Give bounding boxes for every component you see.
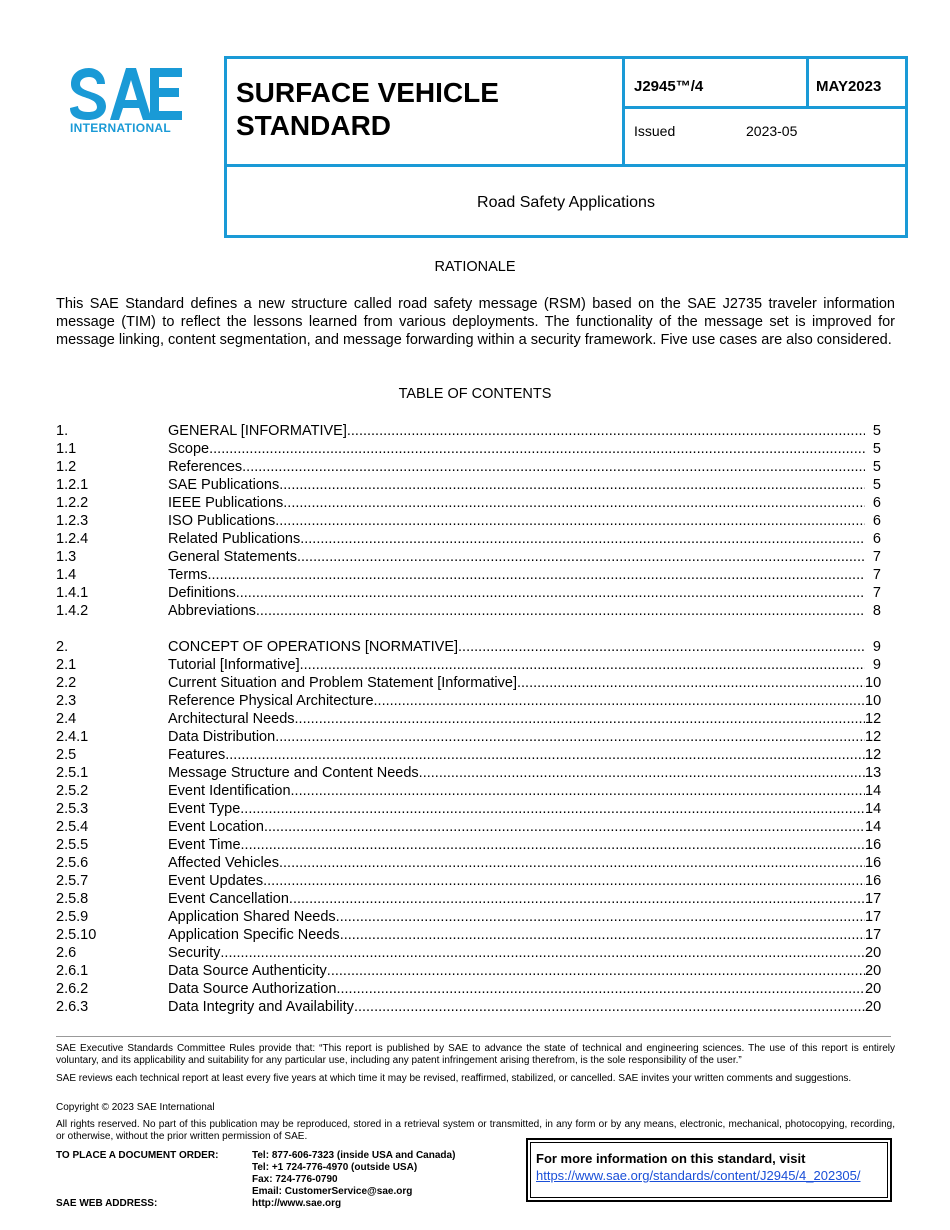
header-divider xyxy=(622,56,625,166)
toc-row[interactable] xyxy=(56,512,881,530)
footer-divider xyxy=(56,1036,891,1037)
order-contact xyxy=(252,1150,455,1198)
toc-row[interactable] xyxy=(56,692,881,710)
toc-page: 5 xyxy=(872,477,881,493)
toc-row[interactable] xyxy=(56,584,881,602)
toc-row[interactable] xyxy=(56,422,881,440)
toc-page: 14 xyxy=(865,801,882,817)
toc-title: Architectural Needs xyxy=(168,711,295,727)
toc-title: Abbreviations xyxy=(168,603,256,619)
document-number: J2945™/4 xyxy=(634,78,704,95)
toc-number: 2.5.5 xyxy=(56,837,89,853)
toc-title: Security xyxy=(168,945,221,961)
toc-row[interactable] xyxy=(56,674,881,692)
toc-row[interactable] xyxy=(56,800,881,818)
toc-page: 8 xyxy=(872,603,881,619)
toc-row[interactable] xyxy=(56,782,881,800)
toc-number: 2.1 xyxy=(56,657,77,673)
toc-row[interactable] xyxy=(56,764,881,782)
toc-group-2 xyxy=(56,638,881,1016)
toc-title: Event Time xyxy=(168,837,241,853)
toc-title: Event Cancellation xyxy=(168,891,289,907)
toc-number: 2.2 xyxy=(56,675,77,691)
toc-number: 2.4 xyxy=(56,711,77,727)
toc-title: GENERAL [INFORMATIVE] xyxy=(168,423,347,439)
toc-page: 12 xyxy=(865,729,882,745)
toc-page: 6 xyxy=(872,495,881,511)
toc-page: 10 xyxy=(865,693,882,709)
toc-row[interactable] xyxy=(56,458,881,476)
toc-page: 17 xyxy=(865,909,882,925)
toc-row[interactable] xyxy=(56,476,881,494)
issued-label: Issued xyxy=(634,123,676,139)
toc-number: 1. xyxy=(56,423,69,439)
toc-number: 2.5.8 xyxy=(56,891,89,907)
email-contact[interactable]: Email: CustomerService@sae.org xyxy=(252,1186,413,1197)
toc-row[interactable] xyxy=(56,890,881,908)
toc-number: 2.4.1 xyxy=(56,729,89,745)
toc-title: General Statements xyxy=(168,549,297,565)
toc-number: 2.5.2 xyxy=(56,783,89,799)
toc-title: Data Distribution xyxy=(168,729,276,745)
toc-title: Application Specific Needs xyxy=(168,927,340,943)
toc-page: 20 xyxy=(865,963,882,979)
phone-domestic: Tel: 877-606-7323 (inside USA and Canada) xyxy=(252,1150,456,1161)
toc-page: 14 xyxy=(865,783,882,799)
toc-page: 9 xyxy=(872,657,881,673)
toc-title: Terms xyxy=(168,567,208,583)
toc-row[interactable] xyxy=(56,836,881,854)
toc-title: CONCEPT OF OPERATIONS [NORMATIVE] xyxy=(168,639,459,655)
toc-number: 2.3 xyxy=(56,693,77,709)
toc-page: 6 xyxy=(872,513,881,529)
toc-page: 16 xyxy=(865,873,882,889)
toc-page: 5 xyxy=(872,459,881,475)
issued-value: 2023-05 xyxy=(746,123,798,139)
toc-row[interactable] xyxy=(56,566,881,584)
toc-title: Current Situation and Problem Statement [Informative] xyxy=(168,675,517,691)
toc-row[interactable] xyxy=(56,818,881,836)
toc-number: 1.3 xyxy=(56,549,77,565)
toc-number: 1.1 xyxy=(56,441,77,457)
toc-number: 1.4 xyxy=(56,567,77,583)
toc-page: 12 xyxy=(865,747,882,763)
toc-number: 2.5.4 xyxy=(56,819,89,835)
header-divider xyxy=(224,164,908,167)
fax-number: Fax: 724-776-0790 xyxy=(252,1174,338,1185)
footer-copyright: Copyright © 2023 SAE International xyxy=(56,1102,215,1113)
document-date: MAY2023 xyxy=(816,78,882,95)
standard-link[interactable]: https://www.sae.org/standards/content/J2945/4_202305/ xyxy=(536,1168,861,1183)
toc-row[interactable] xyxy=(56,710,881,728)
toc-title: Data Source Authenticity xyxy=(168,963,327,979)
toc-row[interactable] xyxy=(56,638,881,656)
toc-heading: TABLE OF CONTENTS xyxy=(398,386,552,402)
toc-page: 12 xyxy=(865,711,882,727)
toc-title: Event Type xyxy=(168,801,241,817)
toc-page: 7 xyxy=(872,585,881,601)
order-label: TO PLACE A DOCUMENT ORDER: xyxy=(56,1150,219,1161)
toc-page: 5 xyxy=(872,441,881,457)
toc-number: 2.5.1 xyxy=(56,765,89,781)
toc-number: 2.6.1 xyxy=(56,963,89,979)
toc-page: 20 xyxy=(865,999,882,1015)
toc-title: Data Integrity and Availability xyxy=(168,999,354,1015)
rationale-heading: RATIONALE xyxy=(434,259,516,275)
toc-row[interactable] xyxy=(56,440,881,458)
toc-title: Scope xyxy=(168,441,210,457)
toc-title: Event Identification xyxy=(168,783,291,799)
toc-number: 2.6.3 xyxy=(56,999,89,1015)
web-address-link[interactable]: http://www.sae.org xyxy=(252,1198,342,1209)
toc-row[interactable] xyxy=(56,494,881,512)
header-divider xyxy=(806,56,809,109)
toc-number: 2.5.3 xyxy=(56,801,89,817)
toc-page: 10 xyxy=(865,675,882,691)
toc-title: Event Location xyxy=(168,819,264,835)
toc-row[interactable] xyxy=(56,728,881,746)
footer-rules-text: SAE Executive Standards Committee Rules provide that: “This report is published by SAE to advance the state of technical and engineering sciences. The use of this report is entirely voluntary, and its applicability and suitability for any particular use, including any patent infringement arising therefrom, is the sole responsibility of the user.” xyxy=(56,1043,895,1066)
logo-subtitle: INTERNATIONAL xyxy=(70,121,172,135)
toc-title: Message Structure and Content Needs xyxy=(168,765,419,781)
toc-title: Related Publications xyxy=(168,531,301,547)
toc-group-1 xyxy=(56,422,881,620)
header-divider xyxy=(622,106,908,109)
rationale-text: This SAE Standard defines a new structure called road safety message (RSM) based on the SAE J2735 traveler information message (TIM) to reflect the lessons learned from various deployments. The functionality of the message set is improved for message linking, content segmentation, and message forwarding within a security framework. Five use cases are also considered. xyxy=(56,296,895,348)
toc-row[interactable] xyxy=(56,944,881,962)
toc-row[interactable] xyxy=(56,908,881,926)
toc-page: 20 xyxy=(865,981,882,997)
toc-number: 1.2.2 xyxy=(56,495,89,511)
toc-number: 2.5.10 xyxy=(56,927,97,943)
toc-title: Event Updates xyxy=(168,873,264,889)
toc-number: 1.4.2 xyxy=(56,603,89,619)
toc-title: IEEE Publications xyxy=(168,495,284,511)
toc-row[interactable] xyxy=(56,656,881,674)
toc-title: SAE Publications xyxy=(168,477,280,493)
toc-number: 2.5 xyxy=(56,747,77,763)
toc-page: 17 xyxy=(865,891,882,907)
toc-number: 1.4.1 xyxy=(56,585,89,601)
toc-row[interactable] xyxy=(56,602,881,620)
toc-title: Affected Vehicles xyxy=(168,855,279,871)
footer-rights-text: All rights reserved. No part of this publication may be reproduced, stored in a retrieval system or transmitted, in any form or by any means, electronic, mechanical, photocopying, recording, or otherwise, without the prior written permission of SAE. xyxy=(56,1119,895,1142)
toc-page: 13 xyxy=(865,765,882,781)
toc-title: References xyxy=(168,459,243,475)
toc-number: 2.5.7 xyxy=(56,873,89,889)
toc-page: 5 xyxy=(872,423,881,439)
toc-title: Definitions xyxy=(168,585,236,601)
toc-title: Reference Physical Architecture xyxy=(168,693,374,709)
toc-row[interactable] xyxy=(56,872,881,890)
toc-number: 2.5.9 xyxy=(56,909,89,925)
toc-number: 2. xyxy=(56,639,69,655)
toc-number: 1.2.4 xyxy=(56,531,89,547)
toc-row[interactable] xyxy=(56,926,881,944)
toc-row[interactable] xyxy=(56,980,881,998)
toc-page: 16 xyxy=(865,837,882,853)
toc-number: 2.6 xyxy=(56,945,77,961)
toc-row[interactable] xyxy=(56,998,881,1016)
phone-international: Tel: +1 724-776-4970 (outside USA) xyxy=(252,1162,418,1173)
toc-title: Features xyxy=(168,747,226,763)
info-heading: For more information on this standard, visit xyxy=(536,1151,806,1166)
document-type: SURFACE VEHICLE STANDARD xyxy=(236,77,499,141)
toc-page: 6 xyxy=(872,531,881,547)
toc-number: 1.2 xyxy=(56,459,77,475)
toc-page: 20 xyxy=(865,945,882,961)
web-address-label: SAE WEB ADDRESS: xyxy=(56,1198,158,1209)
toc-row[interactable] xyxy=(56,548,881,566)
toc-title: Data Source Authorization xyxy=(168,981,337,997)
toc-number: 2.5.6 xyxy=(56,855,89,871)
toc-row[interactable] xyxy=(56,962,881,980)
toc-number: 2.6.2 xyxy=(56,981,89,997)
info-box-content xyxy=(530,1142,888,1198)
toc-row[interactable] xyxy=(56,854,881,872)
toc-page: 17 xyxy=(865,927,882,943)
toc-number: 1.2.1 xyxy=(56,477,89,493)
footer-review-text: SAE reviews each technical report at least every five years at which time it may be revised, reaffirmed, stabilized, or cancelled. SAE invites your written comments and suggestions. xyxy=(56,1073,852,1084)
toc-page: 7 xyxy=(872,567,881,583)
toc-row[interactable] xyxy=(56,530,881,548)
toc-page: 16 xyxy=(865,855,882,871)
toc-page: 9 xyxy=(872,639,881,655)
toc-page: 7 xyxy=(872,549,881,565)
toc-title: Tutorial [Informative] xyxy=(168,657,300,673)
document-title: Road Safety Applications xyxy=(477,194,655,211)
toc-title: ISO Publications xyxy=(168,513,276,529)
toc-row[interactable] xyxy=(56,746,881,764)
toc-number: 1.2.3 xyxy=(56,513,89,529)
toc-page: 14 xyxy=(865,819,882,835)
toc-title: Application Shared Needs xyxy=(168,909,336,925)
